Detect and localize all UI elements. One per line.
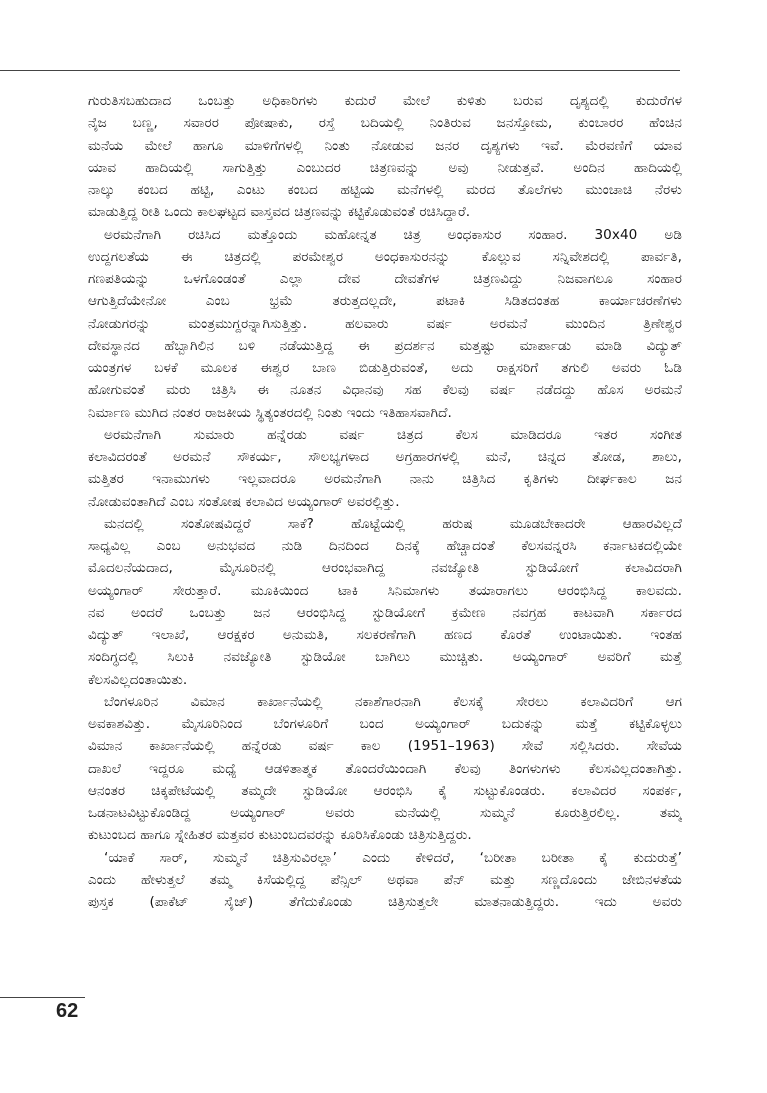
text-line: ಒಡನಾಟವಿಟ್ಟುಕೊಂಡಿದ್ದ ಅಯ್ಯಂಗಾರ್ ಅವರು ಮನೆಯಲ್ಲಿ ಸುಮ್ಮನೆ ಕೂರುತ್ತಿರಲಿಲ್ಲ. ತಮ್ಮ	[88, 805, 682, 821]
text-line: ಅರಮನೆಗಾಗಿ ಸುಮಾರು ಹನ್ನೆರಡು ವರ್ಷ ಚಿತ್ರದ ಕೆಲಸ ಮಾಡಿದರೂ ಇತರ ಸಂಗೀತ	[104, 426, 682, 443]
text-line: ಮತ್ತಿತರ ಇನಾಮುಗಳು ಇಲ್ಲವಾದರೂ ಅರಮನೆಗಾಗಿ ನಾನು ಚಿತ್ರಿಸಿದ ಕೃತಿಗಳು ದೀರ್ಘಕಾಲ ಜನ	[88, 471, 682, 488]
text-line: ದಾಖಲೆ ಇದ್ದರೂ ಮಧ್ಯೆ ಆಡಳಿತಾತ್ಮಕ ತೊಂದರೆಯಿಂದಾಗಿ ಕೆಲವು ತಿಂಗಳುಗಳು ಕೆಲಸವಿಲ್ಲದಂತಾಗಿತ್ತು.	[88, 760, 682, 777]
text-line: ಕೆಲಸವಿಲ್ಲದಂತಾಯಿತು.	[88, 671, 188, 688]
text-line: ವಿದ್ಯುತ್ ಇಲಾಖೆ, ಆರಕ್ಷಕರ ಅನುಮತಿ, ಸಲಕರಣೆಗಾಗಿ ಹಣದ ಕೊರತೆ ಉಂಟಾಯಿತು. ಇಂತಹ	[88, 627, 682, 643]
text-line: ಯಂತ್ರಗಳ ಬಳಕೆ ಮೂಲಕ ಈಶ್ವರ ಬಾಣ ಬಿಡುತ್ತಿರುವಂತೆ, ಅದು ರಾಕ್ಷಸರಿಗೆ ತಗುಲಿ ಅವರು ಓಡಿ	[88, 360, 682, 376]
text-line: ಪುಸ್ತಕ (ಪಾಕೆಟ್ ಸೈಜ್) ತೆಗೆದುಕೊಂಡು ಚಿತ್ರಿಸುತ್ತಲೇ ಮಾತನಾಡುತ್ತಿದ್ದರು. ಇದು ಅವರು	[88, 894, 682, 910]
paragraph	[88, 513, 682, 691]
text-line: ಗುರುತಿಸಬಹುದಾದ ಒಂಬತ್ತು ಅಧಿಕಾರಿಗಳು ಕುದುರೆ ಮೇಲೆ ಕುಳಿತು ಬರುವ ದೃಶ್ಯದಲ್ಲಿ ಕುದುರೆಗಳ	[88, 93, 682, 109]
paragraph	[88, 847, 682, 914]
text-line: ಸಂದಿಗ್ಧದಲ್ಲಿ ಸಿಲುಕಿ ನವಜ್ಯೋತಿ ಸ್ಟುಡಿಯೋ ಬಾಗಿಲು ಮುಚ್ಚಿತು. ಅಯ್ಯಂಗಾರ್ ಅವರಿಗೆ ಮತ್ತೆ	[88, 649, 682, 666]
text-line: ಬೆಂಗಳೂರಿನ ವಿಮಾನ ಕಾರ್ಖಾನೆಯಲ್ಲಿ ನಕಾಶೆಗಾರನಾಗಿ ಕೆಲಸಕ್ಕೆ ಸೇರಲು ಕಲಾವಿದರಿಗೆ ಆಗ	[104, 693, 682, 710]
text-line: ನೋಡುವಂತಾಗಿದೆ ಎಂಬ ಸಂತೋಷ ಕಲಾವಿದ ಅಯ್ಯಂಗಾರ್ ಅವರಲ್ಲಿತ್ತು.	[88, 493, 400, 510]
text-line: ಮಾಡುತ್ತಿದ್ದ ರೀತಿ ಒಂದು ಕಾಲಘಟ್ಟದ ವಾಸ್ತವದ ಚಿತ್ರಣವನ್ನು ಕಟ್ಟಿಕೊಡುವಂತೆ ರಚಿಸಿದ್ದಾರೆ.	[88, 204, 471, 221]
text-line: ಗಣಪತಿಯನ್ನು ಒಳಗೊಂಡಂತೆ ಎಲ್ಲಾ ದೇವ ದೇವತೆಗಳ ಚಿತ್ರಣವಿದ್ದು ನಿಜವಾಗಲೂ ಸಂಹಾರ	[88, 271, 682, 287]
header-rule	[0, 70, 680, 71]
text-line: ಅವಕಾಶವಿತ್ತು. ಮೈಸೂರಿನಿಂದ ಬೆಂಗಳೂರಿಗೆ ಬಂದ ಅಯ್ಯಂಗಾರ್ ಬದುಕನ್ನು ಮತ್ತೆ ಕಟ್ಟಿಕೊಳ್ಳಲು	[88, 716, 682, 732]
text-line: ಅರಮನೆಗಾಗಿ ರಚಿಸಿದ ಮತ್ತೊಂದು ಮಹೋನ್ನತ ಚಿತ್ರ ಅಂಧಕಾಸುರ ಸಂಹಾರ. 30x40 ಅಡಿ	[104, 226, 682, 243]
text-line: ದೇವಸ್ಥಾನದ ಹೆಬ್ಬಾಗಿಲಿನ ಬಳಿ ನಡೆಯುತ್ತಿದ್ದ ಈ ಪ್ರದರ್ಶನ ಮತ್ತಷ್ಟು ಮಾರ್ಪಾಡು ಮಾಡಿ ವಿದ್ಯುತ್	[88, 337, 682, 354]
text-line: ನೋಡುಗರನ್ನು ಮಂತ್ರಮುಗ್ದರನ್ನಾಗಿಸುತ್ತಿತ್ತು. ಹಲವಾರು ವರ್ಷ ಅರಮನೆ ಮುಂದಿನ ತ್ರಿಣೇಶ್ವರ	[88, 315, 682, 332]
text-line: ಕಲಾವಿದರಂತೆ ಅರಮನೆ ಸೌಕರ್ಯ, ಸೌಲಭ್ಯಗಳಾದ ಅಗ್ರಹಾರಗಳಲ್ಲಿ ಮನೆ, ಚಿನ್ನದ ತೋಡ, ಶಾಲು,	[88, 449, 682, 465]
paragraph	[88, 424, 682, 513]
text-line: ಯಾವ ಹಾದಿಯಲ್ಲಿ ಸಾಗುತ್ತಿತ್ತು ಎಂಬುದರ ಚಿತ್ರಣವನ್ನು ಅವು ನೀಡುತ್ತವೆ. ಅಂದಿನ ಹಾದಿಯಲ್ಲಿ	[88, 159, 682, 176]
text-line: ಮನದಲ್ಲಿ ಸಂತೋಷವಿದ್ದರೆ ಸಾಕೆ? ಹೊಟ್ಟೆಯಲ್ಲಿ ಹರುಷ ಮೂಡಬೇಕಾದರೇ ಆಹಾರವಿಲ್ಲದೆ	[104, 515, 682, 532]
paragraph	[88, 691, 682, 847]
article-body	[88, 90, 682, 913]
text-line: ಆನಂತರ ಚಿಕ್ಕಪೇಟೆಯಲ್ಲಿ ತಮ್ಮದೇ ಸ್ಟುಡಿಯೋ ಆರಂಭಿಸಿ ಕೈ ಸುಟ್ಟುಕೊಂಡರು. ಕಲಾವಿದರ ಸಂಪರ್ಕ,	[88, 782, 682, 799]
text-line: ಮನೆಯ ಮೇಲೆ ಹಾಗೂ ಮಾಳಿಗೆಗಳಲ್ಲಿ ನಿಂತು ನೋಡುವ ಜನರ ದೃಶ್ಯಗಳು ಇವೆ. ಮೆರವಣಿಗೆ ಯಾವ	[88, 137, 682, 154]
text-line: ಸಾಧ್ಯವಿಲ್ಲ ಎಂಬ ಅನುಭವದ ನುಡಿ ದಿನದಿಂದ ದಿನಕ್ಕೆ ಹೆಚ್ಚಾದಂತೆ ಕೆಲಸವನ್ನರಸಿ ಕರ್ನಾಟಕದಲ್ಲಿಯೇ	[88, 538, 682, 554]
text-line: ಆಗುತ್ತಿದೆಯೇನೋ ಎಂಬ ಭ್ರಮೆ ತರುತ್ತದಲ್ಲದೇ, ಪಟಾಕಿ ಸಿಡಿತದಂತಹ ಕಾರ್ಯಾಚರಣೆಗಳು	[88, 293, 682, 310]
text-line: ನವ ಅಂದರೆ ಒಂಬತ್ತು ಜನ ಆರಂಭಿಸಿದ್ದ ಸ್ಟುಡಿಯೋಗೆ ಕ್ರಮೇಣ ನವಗ್ರಹ ಕಾಟವಾಗಿ ಸರ್ಕಾರದ	[88, 604, 682, 621]
text-line: ಹೋಗುವಂತೆ ಮರು ಚಿತ್ರಿಸಿ ಈ ನೂತನ ವಿಧಾನವು ಸಹ ಕೆಲವು ವರ್ಷ ನಡೆದದ್ದು ಹೊಸ ಅರಮನೆ	[88, 382, 682, 399]
text-line: ನಿರ್ಮಾಣ ಮುಗಿದ ನಂತರ ರಾಜಕೀಯ ಸ್ಥಿತ್ಯಂತರದಲ್ಲಿ ನಿಂತು ಇಂದು ಇತಿಹಾಸವಾಗಿದೆ.	[88, 404, 452, 421]
paragraph	[88, 224, 682, 424]
text-line: ಉದ್ದಗಲತೆಯ ಈ ಚಿತ್ರದಲ್ಲಿ ಪರಮೇಶ್ವರ ಅಂಧಕಾಸುರನನ್ನು ಕೊಲ್ಲುವ ಸನ್ನಿವೇಶದಲ್ಲಿ ಪಾರ್ವತಿ,	[88, 248, 682, 265]
text-line: ‘ಯಾಕೆ ಸಾರ್, ಸುಮ್ಮನೆ ಚಿತ್ರಿಸುವಿರಲ್ಲಾ’ ಎಂದು ಕೇಳಿದರೆ, ‘ಬರೀತಾ ಬರೀತಾ ಕೈ ಕುದುರುತ್ತೆ’	[104, 849, 682, 866]
text-line: ಅಯ್ಯಂಗಾರ್ ಸೇರುತ್ತಾರೆ. ಮೂಕಿಯಿಂದ ಟಾಕಿ ಸಿನಿಮಾಗಳು ತಯಾರಾಗಲು ಆರಂಭಿಸಿದ್ದ ಕಾಲವದು.	[88, 582, 682, 599]
text-line: ವಿಮಾನ ಕಾರ್ಖಾನೆಯಲ್ಲಿ ಹನ್ನೆರಡು ವರ್ಷ ಕಾಲ (1951–1963) ಸೇವೆ ಸಲ್ಲಿಸಿದರು. ಸೇವೆಯ	[88, 738, 682, 755]
text-line: ಕುಟುಂಬದ ಹಾಗೂ ಸ್ನೇಹಿತರ ಮತ್ತವರ ಕುಟುಂಬದವರನ್ನು ಕೂರಿಸಿಕೊಂಡು ಚಿತ್ರಿಸುತ್ತಿದ್ದರು.	[88, 827, 472, 844]
page-number: 62	[56, 1000, 79, 1022]
text-line: ನೈಜ ಬಣ್ಣ, ಸವಾರರ ಪೋಷಾಕು, ರಸ್ತೆ ಬದಿಯಲ್ಲಿ ನಿಂತಿರುವ ಜನಸ್ತೋಮ, ಕುಂಬಾರರ ಹೆಂಚಿನ	[88, 115, 682, 132]
text-line: ನಾಲ್ಕು ಕಂಬದ ಹಟ್ಟಿ, ಎಂಟು ಕಂಬದ ಹಟ್ಟಿಯ ಮನೆಗಳಲ್ಲಿ ಮರದ ತೊಲೆಗಳು ಮುಂಚಾಚಿ ನೆರಳು	[88, 182, 682, 198]
footer-rule	[0, 997, 85, 998]
text-line: ಎಂದು ಹೇಳುತ್ತಲೆ ತಮ್ಮ ಕಿಸೆಯಲ್ಲಿದ್ದ ಪೆನ್ಸಿಲ್ ಅಥವಾ ಪೆನ್ ಮತ್ತು ಸಣ್ಣದೊಂದು ಜೇಬಿನಳತೆಯ	[88, 871, 682, 888]
paragraph	[88, 90, 682, 224]
text-line: ಮೊದಲನೆಯದಾದ, ಮೈಸೂರಿನಲ್ಲಿ ಆರಂಭವಾಗಿದ್ದ ನವಜ್ಯೋತಿ ಸ್ಟುಡಿಯೋಗೆ ಕಲಾವಿದರಾಗಿ	[88, 560, 682, 577]
